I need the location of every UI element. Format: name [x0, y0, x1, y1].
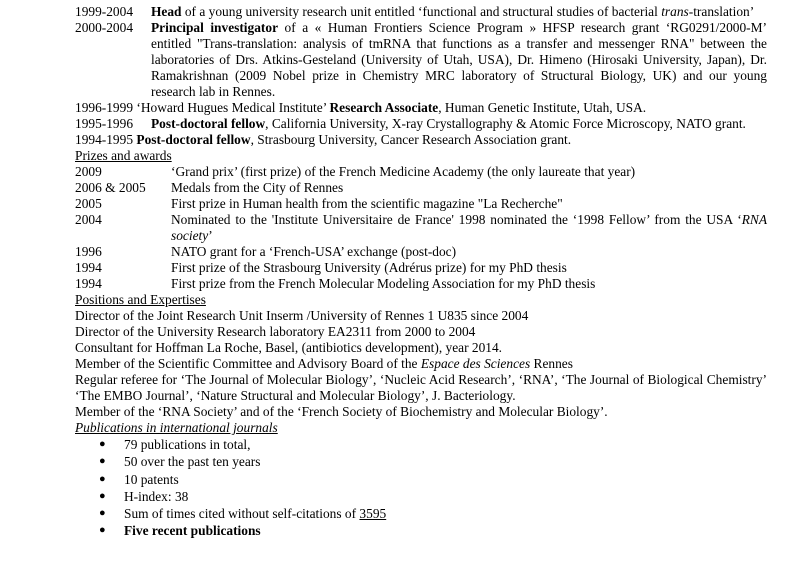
prize-row	[75, 212, 767, 244]
list-item	[75, 505, 767, 522]
career-desc: , Strasbourg University, Cancer Research Association grant.	[250, 132, 572, 147]
position-line: Director of the University Research laboratory EA2311 from 2000 to 2004	[75, 324, 476, 339]
prize-text-end: ’	[208, 228, 213, 243]
prize-year: 1994	[75, 276, 102, 291]
list-item	[75, 436, 767, 453]
prizes-heading: Prizes and awards	[75, 148, 172, 163]
advisory-board-end: Rennes	[530, 356, 573, 371]
bullet-icon: ●	[99, 438, 106, 450]
prize-row	[75, 180, 767, 196]
career-years: 2000-2004	[75, 20, 134, 35]
advisory-board-text: Member of the Scientific Committee and Advisory Board of the	[75, 356, 421, 371]
career-desc: , Human Genetic Institute, Utah, USA.	[438, 100, 647, 115]
career-text	[151, 20, 767, 100]
list-item-text: H-index: 38	[124, 488, 189, 504]
list-item	[75, 471, 767, 488]
positions-heading: Positions and Expertises	[75, 292, 206, 307]
career-desc: , California University, X-ray Crystallography & Atomic Force Microscopy, NATO grant.	[265, 116, 746, 131]
bullet-icon: ●	[99, 455, 106, 468]
career-entry	[75, 116, 767, 132]
prize-text-italic: RNA society	[171, 212, 767, 243]
prize-year: 1994	[75, 260, 102, 275]
publications-list	[75, 436, 767, 540]
prize-year: 1996	[75, 244, 102, 259]
career-years: 1996-1999	[75, 100, 134, 115]
career-desc: of a young university research unit entitled ‘functional and structural studies of bacterial	[181, 4, 662, 19]
career-role: Research Associate	[329, 100, 439, 115]
career-entry	[75, 100, 767, 116]
bullet-icon: ●	[99, 507, 106, 520]
career-text	[151, 4, 767, 20]
list-item-text: 10 patents	[124, 471, 179, 487]
career-role: Head	[151, 4, 182, 19]
career-desc-italic: trans-	[661, 4, 694, 19]
advisory-board-italic: Espace des Sciences	[420, 356, 531, 371]
prize-row	[75, 196, 767, 212]
prize-text: Nominated to the 'Institute Universitaire de France' 1998 nominated the ‘1998 Fellow’ from the USA ‘	[171, 212, 742, 227]
list-item	[75, 453, 767, 470]
list-item	[75, 522, 767, 539]
prize-row	[75, 276, 767, 292]
career-text	[151, 116, 767, 132]
career-desc-end: translation’	[693, 4, 755, 19]
prize-year: 2009	[75, 164, 102, 179]
career-role: Principal investigator	[151, 20, 279, 35]
position-line: Director of the Joint Research Unit Inserm /University of Rennes 1 U835 since 2004	[75, 308, 529, 323]
citations-text: Sum of times cited without self-citations of	[124, 506, 360, 522]
prize-text-wrap	[171, 212, 767, 244]
membership-line: Member of the ‘RNA Society’ and of the ‘French Society of Biochemistry and Molecular Biology’.	[75, 404, 608, 419]
prize-row	[75, 244, 767, 260]
career-years: 1995-1996	[75, 116, 134, 131]
recent-publications-label: Five recent publications	[124, 523, 261, 539]
career-years: 1994-1995	[75, 132, 134, 147]
prize-year: 2004	[75, 212, 102, 227]
prize-text: First prize from the French Molecular Modeling Association for my PhD thesis	[171, 276, 596, 291]
advisory-board-line	[75, 356, 767, 372]
career-institute: ‘Howard Hugues Medical Institute’	[136, 100, 330, 115]
career-entry	[75, 132, 767, 148]
list-item	[75, 488, 767, 505]
prize-year: 2005	[75, 196, 102, 211]
citations-count: 3595	[359, 506, 387, 522]
prize-row	[75, 164, 767, 180]
career-entry	[75, 4, 767, 20]
prize-text: First prize in Human health from the scientific magazine "La Recherche"	[171, 196, 563, 211]
prize-text: ‘Grand prix’ (first prize) of the French Medicine Academy (the only laureate that year)	[171, 164, 636, 179]
prize-text: First prize of the Strasbourg University (Adrérus prize) for my PhD thesis	[171, 260, 567, 275]
career-years: 1999-2004	[75, 4, 134, 19]
bullet-icon: ●	[99, 489, 106, 502]
career-role: Post-doctoral fellow	[151, 116, 266, 131]
bullet-icon: ●	[99, 472, 106, 485]
position-line: Consultant for Hoffman La Roche, Basel, (antibiotics development), year 2014.	[75, 340, 503, 355]
prize-text: Medals from the City of Rennes	[171, 180, 344, 195]
career-entry	[75, 20, 767, 100]
cv-document	[75, 4, 767, 540]
list-item-text: 50 over the past ten years	[124, 454, 261, 470]
career-desc: of a « Human Frontiers Science Program » HFSP research grant ‘RG0291/2000-M’ entitled "Trans-translation: analysis of tmRNA that functions as a transfer and messenger RNA" between the laboratories of Drs. Atkins-Gesteland (University of Utah, USA), Dr. Himeno (Hirosaki University, Japan), Dr. Ramakrishnan (2009 Nobel prize in Chemistry MRC laboratory of Structural Biology, UK) and our young research lab in Rennes.	[151, 20, 768, 99]
referee-line: Regular referee for ‘The Journal of Molecular Biology’, ‘Nucleic Acid Research’, ‘RNA’, ‘The Journal of Biological Chemistry’ ‘The EMBO Journal’, ‘Nature Structural and Molecular Biology’, J. Bacteriology.	[75, 372, 767, 403]
career-role: Post-doctoral fellow	[136, 132, 251, 147]
bullet-icon: ●	[99, 524, 106, 537]
publications-heading: Publications in international journals	[75, 420, 278, 435]
prize-text: NATO grant for a ‘French-USA’ exchange (post-doc)	[171, 244, 457, 259]
prize-row	[75, 260, 767, 276]
list-item-text: 79 publications in total,	[124, 437, 251, 452]
prize-year: 2006 & 2005	[75, 180, 146, 195]
